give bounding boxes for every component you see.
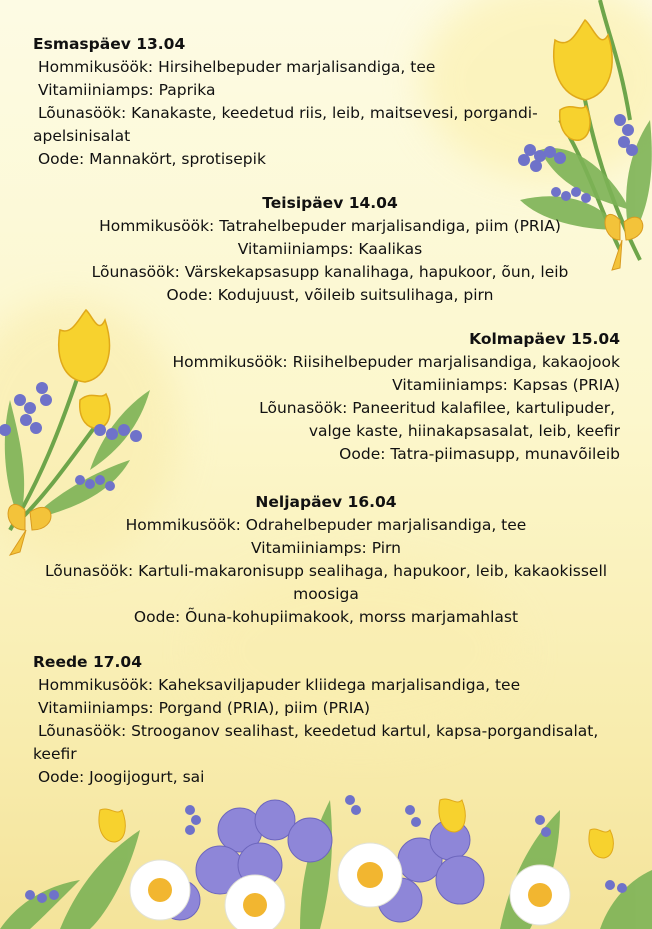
day-block-friday	[33, 651, 623, 789]
vitamin-line: Vitamiiniamps: Pirn	[251, 539, 401, 557]
breakfast-line: Hommikusöök: Riisihelbepuder marjalisandiga, kakaojook	[172, 353, 620, 371]
snack-line: Oode: Mannakört, sprotisepik	[33, 150, 266, 168]
lunch-line: Lõunasöök: Kanakaste, keedetud riis, leib, maitsevesi, porgandi-apelsinisalat	[33, 104, 538, 145]
tulip-icon	[554, 20, 612, 140]
vitamin-line: Vitamiiniamps: Paprika	[33, 81, 216, 99]
lunch-line: Lõunasöök: Värskekapsasupp kanalihaga, hapukoor, õun, leib	[91, 263, 569, 281]
flower-border-bottom-decoration	[0, 770, 652, 929]
lunch-line-continued: valge kaste, hiinakapsasalat, leib, keefir	[308, 422, 620, 440]
snack-line: Oode: Kodujuust, võileib suitsulihaga, pirn	[166, 286, 494, 304]
vitamin-line: Vitamiiniamps: Porgand (PRIA), piim (PRIA)	[33, 699, 370, 717]
lunch-line: Lõunasöök: Paneeritud kalafilee, kartulipuder,	[259, 399, 620, 417]
snack-line: Oode: Õuna-kohupiimakook, morss marjamahlast	[133, 608, 519, 626]
day-block-tuesday	[60, 192, 600, 307]
day-title: Esmaspäev 13.04	[33, 35, 186, 53]
day-title: Reede 17.04	[33, 653, 142, 671]
lunch-line: Lõunasöök: Strooganov sealihast, keedetud kartul, kapsa-porgandisalat, keefir	[33, 722, 604, 763]
snack-line: Oode: Tatra-piimasupp, munavõileib	[339, 445, 620, 463]
breakfast-line: Hommikusöök: Tatrahelbepuder marjalisandiga, piim (PRIA)	[99, 217, 561, 235]
day-title: Neljapäev 16.04	[255, 493, 397, 511]
lunch-line: Lõunasöök: Kartuli-makaronisupp sealihaga, hapukoor, leib, kakaokissell moosiga	[44, 562, 612, 603]
day-block-wednesday	[150, 328, 620, 466]
snack-line: Oode: Joogijogurt, sai	[33, 768, 205, 786]
day-title: Kolmapäev 15.04	[469, 330, 620, 348]
day-block-thursday	[34, 491, 618, 629]
vitamin-line: Vitamiiniamps: Kaalikas	[237, 240, 423, 258]
breakfast-line: Hommikusöök: Odrahelbepuder marjalisandiga, tee	[125, 516, 527, 534]
vitamin-line: Vitamiiniamps: Kapsas (PRIA)	[392, 376, 620, 394]
breakfast-line: Hommikusöök: Kaheksaviljapuder kliidega marjalisandiga, tee	[33, 676, 521, 694]
day-title: Teisipäev 14.04	[262, 194, 398, 212]
day-block-monday	[33, 33, 543, 171]
ribbon-bow-icon	[605, 214, 643, 270]
breakfast-line: Hommikusöök: Hirsihelbepuder marjalisandiga, tee	[33, 58, 436, 76]
